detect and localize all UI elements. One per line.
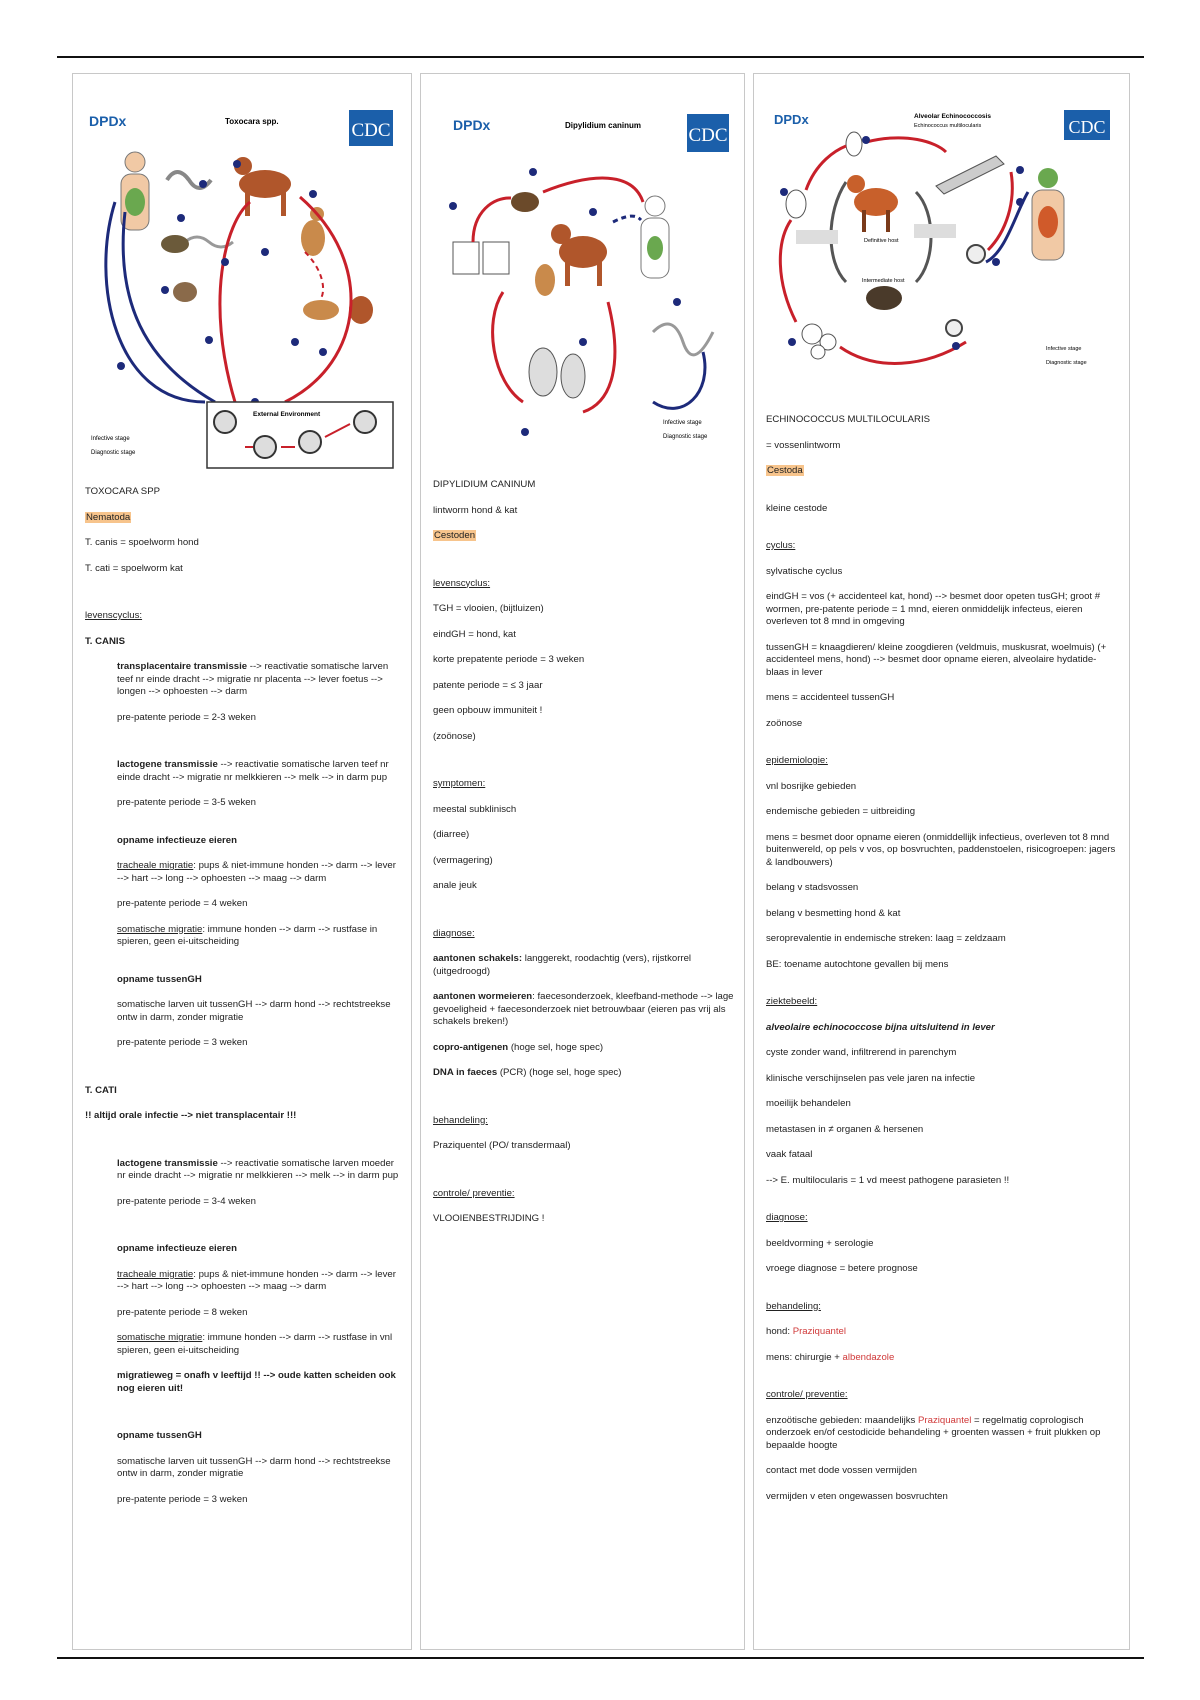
text-bold: copro-antigenen [433, 1041, 509, 1053]
text-line: hond: [766, 1326, 793, 1337]
tapeworm-icon [653, 324, 713, 355]
text-bold: !! altijd orale infectie --> niet transplacentair !!! [85, 1110, 297, 1121]
text-line: pre-patente periode = 3 weken [117, 1037, 248, 1048]
text-bold: opname tussenGH [117, 1430, 202, 1441]
legend-infective: Infective stage [1046, 346, 1082, 352]
human-host-icon [641, 196, 669, 278]
cyst-icon [802, 324, 836, 359]
human-host-icon [1032, 168, 1064, 260]
text-line: BE: toename autochtone gevallen bij mens [766, 958, 949, 970]
figure-title: Dipylidium caninum [565, 121, 642, 130]
proglottid-icon [561, 354, 585, 398]
puppy-icon [303, 300, 339, 320]
subheading: levenscyclus: [85, 610, 143, 621]
text-line: --> reactivatie somatische larven teef nr einde dracht --> migratie nr placenta --> lever foetus --> longen --> ophoesten --> darm [117, 661, 389, 697]
text-bold: opname infectieuze eieren [117, 1243, 237, 1254]
proglottid-icon [529, 348, 557, 396]
fox-icon [847, 175, 898, 232]
text-line: (PCR) (hoge sel, hoge spec) [497, 1067, 622, 1078]
text-line: sylvatische cyclus [766, 565, 843, 577]
cycle-arrow [220, 202, 250, 402]
dog-icon [551, 224, 607, 286]
text-line: moeilijk behandelen [766, 1098, 851, 1109]
cycle-arrow [583, 302, 615, 412]
subheading: levenscyclus: [433, 577, 491, 589]
text-bold: DNA in faeces [433, 1067, 498, 1078]
svg-text:CDC: CDC [1068, 117, 1106, 137]
dipylidium-text [433, 479, 734, 1239]
svg-text:CDC: CDC [351, 120, 391, 141]
cycle-arrow [543, 178, 643, 202]
text-bold: opname tussenGH [117, 973, 202, 985]
text-bold: migratieweg = onafh v leeftijd !! --> oude katten scheiden ook nog eieren uit! [117, 1370, 396, 1394]
svg-text:CDC: CDC [688, 125, 728, 146]
text-line: T. cati = spoelworm kat [85, 562, 183, 574]
text-line: pre-patente periode = 3-4 weken [117, 1195, 256, 1207]
text-line: pre-patente periode = 2-3 weken [117, 711, 256, 723]
stage-box [796, 230, 838, 244]
subheading: controle/ preventie: [433, 1187, 515, 1199]
column-toxocara [72, 73, 412, 1650]
text-line: (hoge sel, hoge spec) [508, 1041, 604, 1053]
text-underline: somatische migratie [117, 923, 203, 935]
cycle-arrow [305, 252, 323, 298]
text-line: vermijden v eten ongewassen bosvruchten [766, 1490, 948, 1502]
text-line: : faecesonderzoek, kleefband-methode --> lage gevoeligheid + faecesonderzoek niet betrouwbaar (eieren pas vrij als schakels breken!) [433, 991, 734, 1027]
text-underline: tracheale migratie [117, 1268, 194, 1280]
text-line: tussenGH = knaagdieren/ kleine zoogdieren (veldmuis, muskusrat, woelmuis) (+ accidenteel mens, hond) --> besmet door opname eieren, alveolaire hydatide-blaas in lever [766, 641, 1107, 678]
legend-diagnostic: Diagnostic stage [663, 434, 708, 440]
cycle-arrow [806, 146, 846, 190]
class-badge: Cestoden [434, 530, 476, 541]
top-rule [57, 56, 1144, 58]
text-line: korte prepatente periode = 3 weken [433, 654, 585, 665]
definitive-host-label: Definitive host [864, 238, 899, 244]
subheading: epidemiologie: [766, 755, 828, 766]
text-line: : pups & niet-immune honden --> darm --> lever --> hart --> long --> ophoesten --> maag --> darm [117, 860, 396, 884]
text-line: anale jeuk [433, 880, 477, 891]
external-environment-label: External Environment [253, 411, 321, 418]
drug-name: albendazole [842, 1351, 895, 1363]
text-line: mens: chirurgie + [766, 1351, 843, 1363]
text-line: metastasen in ≠ organen & hersenen [766, 1123, 924, 1135]
text-bold: lactogene transmissie [117, 1157, 218, 1169]
text-line: vroege diagnose = betere prognose [766, 1263, 918, 1274]
adult-worm-icon [936, 156, 1004, 194]
cycle-arrow [780, 220, 796, 322]
subheading: symptomen: [433, 778, 486, 789]
subheading: T. CANIS [85, 635, 125, 647]
text-line: (zoönose) [433, 730, 476, 742]
figure-subtitle: Echinococcus multilocularis [914, 123, 982, 129]
cycle-arrow [840, 342, 966, 363]
text-underline: tracheale migratie [117, 860, 194, 871]
subheading: behandeling: [766, 1300, 821, 1312]
echinococcus-text [766, 414, 1119, 1516]
text-line: meestal subklinisch [433, 803, 517, 815]
text-line: lintworm hond & kat [433, 504, 518, 516]
text-bold: lactogene transmissie [117, 759, 218, 770]
scolex-icon [846, 132, 862, 156]
dpdx-logo: DPDx [89, 113, 127, 129]
cat-icon [301, 207, 325, 256]
flea-icon [511, 192, 539, 212]
text-line: mens = besmet door opname eieren (onmiddellijk infectieus, overleven tot 8 mnd buitenwereld, op pels v vos, op bosvruchten, paddenstoelen, risicogroepen: jagers & landbouwers) [766, 831, 1116, 868]
text-line: T. canis = spoelworm hond [85, 537, 199, 548]
legend-infective: Infective stage [91, 436, 130, 442]
rodent-icon [866, 286, 902, 310]
text-line: --> reactivatie somatische larven moeder nr einde dracht --> migratie nr melkkieren --> melk --> in darm pup [117, 1157, 399, 1181]
dog-icon [234, 157, 291, 216]
text-line: geen opbouw immuniteit ! [433, 705, 543, 716]
protoscolex-icon [786, 190, 806, 218]
figure-title: Toxocara spp. [225, 117, 279, 126]
class-badge: Cestoda [767, 465, 803, 476]
text-line: pre-patente periode = 4 weken [117, 898, 248, 909]
drug-name: Praziquantel [918, 1414, 972, 1426]
subheading: T. CATI [85, 1084, 117, 1096]
text-line: pre-patente periode = 8 weken [117, 1306, 248, 1318]
text-line: (diarree) [433, 829, 470, 840]
cycle-arrow [493, 292, 523, 402]
bottom-rule [57, 1657, 1144, 1659]
cycle-arrow [613, 216, 641, 222]
text-line: = vossenlintworm [766, 439, 841, 451]
text-line: klinische verschijnselen pas vele jaren na infectie [766, 1072, 976, 1084]
text-line: : immune honden --> darm --> rustfase in spieren, geen ei-uitscheiding [117, 923, 378, 947]
section-heading: TOXOCARA SPP [85, 486, 160, 497]
echinococcus-lifecycle-figure [766, 102, 1116, 402]
rabbit-icon [173, 282, 197, 302]
text-bold: transplacentaire transmissie [117, 661, 248, 672]
class-badge: Nematoda [86, 511, 131, 523]
cat-icon [535, 264, 555, 296]
text-line: kleine cestode [766, 502, 828, 514]
egg-packet-icon [483, 242, 509, 274]
text-line: (vermagering) [433, 854, 493, 866]
subheading: ziektebeeld: [766, 996, 818, 1007]
figure-title: Alveolar Echinococcosis [914, 113, 991, 120]
duck-icon [161, 235, 189, 253]
subheading: behandeling: [433, 1114, 488, 1126]
legend-infective: Infective stage [663, 420, 702, 426]
text-line: patente periode = ≤ 3 jaar [433, 679, 543, 691]
text-bold: aantonen schakels: [433, 953, 523, 964]
egg-icon [967, 245, 985, 263]
text-line: vnl bosrijke gebieden [766, 780, 857, 792]
subheading: controle/ preventie: [766, 1389, 848, 1400]
text-line: --> reactivatie somatische larven teef nr einde dracht --> migratie nr melkkieren --> melk --> in darm pup [117, 759, 389, 783]
text-line: somatische larven uit tussenGH --> darm hond --> rechtstreekse ontw in darm, zonder migratie [117, 1455, 391, 1479]
text-line: belang v besmetting hond & kat [766, 907, 901, 919]
egg-packet-icon [453, 242, 479, 274]
cycle-arrow [473, 198, 511, 242]
subheading: diagnose: [766, 1212, 808, 1223]
cycle-arrow [653, 352, 705, 408]
text-line: : pups & niet-immune honden --> darm --> lever --> hart --> long --> ophoesten --> maag --> darm [117, 1268, 396, 1292]
text-line: mens = accidenteel tussenGH [766, 692, 895, 703]
text-line: Praziquentel (PO/ transdermaal) [433, 1140, 571, 1151]
text-bold: alveolaire echinococcose bijna uitsluitend in lever [766, 1021, 995, 1033]
text-line: belang v stadsvossen [766, 882, 859, 893]
intermediate-host-label: Intermediate host [862, 278, 905, 284]
text-line: langgerekt, roodachtig (vers), rijstkorrel (uitgedroogd) [433, 953, 692, 977]
section-heading: DIPYLIDIUM CANINUM [433, 479, 536, 490]
text-line: seroprevalentie in endemische streken: laag = zeldzaam [766, 933, 1006, 944]
text-line: TGH = vlooien, (bijtluizen) [433, 603, 544, 614]
dpdx-logo: DPDx [453, 117, 491, 133]
egg-icon [946, 320, 962, 336]
column-dipylidium [420, 73, 745, 1650]
text-line: contact met dode vossen vermijden [766, 1465, 917, 1476]
dipylidium-lifecycle-figure [433, 102, 733, 462]
text-line: vaak fataal [766, 1149, 813, 1160]
text-line: --> E. multilocularis = 1 vd meest pathogene parasieten !! [766, 1174, 1010, 1186]
text-bold: opname infectieuze eieren [117, 834, 237, 846]
text-line: pre-patente periode = 3-5 weken [117, 797, 256, 808]
cycle-arrow [106, 202, 205, 402]
text-line: eindGH = vos (+ accidenteel kat, hond) --> besmet door opeten tusGH; groot # wormen, pre-patente periode = 1 mnd, eieren onmiddelijk infecteus, eieren overleven tot 8 mnd in omgeving [766, 591, 1101, 627]
text-line: somatische larven uit tussenGH --> darm hond --> rechtstreekse ontw in darm, zonder migratie [117, 999, 391, 1023]
text-line: VLOOIENBESTRIJDING ! [433, 1213, 545, 1224]
cycle-arrow [866, 138, 946, 152]
drug-name: Praziquantel [792, 1326, 847, 1337]
text-line: : immune honden --> darm --> rustfase in vnl spieren, geen ei-uitscheiding [117, 1332, 393, 1356]
dpdx-logo: DPDx [774, 112, 809, 127]
text-line: endemische gebieden = uitbreiding [766, 806, 916, 817]
text-line: beeldvorming + serologie [766, 1237, 874, 1249]
text-line: zoönose [766, 717, 803, 729]
toxocara-lifecycle-figure [85, 102, 395, 492]
text-line: = regelmatig coprologisch onderzoek en/of cestodicide behandeling + groenten wassen + fruit plukken op bepaalde hoogte [766, 1414, 1101, 1451]
text-underline: somatische migratie [117, 1332, 203, 1343]
legend-diagnostic: Diagnostic stage [1046, 360, 1087, 366]
column-echinococcus [753, 73, 1130, 1650]
cycle-arrow [988, 172, 1012, 250]
toxocara-text [85, 486, 401, 1519]
text-line: cyste zonder wand, infiltrerend in parenchym [766, 1047, 957, 1058]
text-line: enzoötische gebieden: maandelijks [766, 1414, 919, 1426]
legend-diagnostic: Diagnostic stage [91, 450, 136, 456]
text-bold: aantonen wormeieren [433, 991, 533, 1002]
kitten-icon [349, 296, 373, 324]
section-heading: ECHINOCOCCUS MULTILOCULARIS [766, 414, 931, 425]
text-line: eindGH = hond, kat [433, 628, 516, 640]
subheading: cyclus: [766, 540, 796, 551]
subheading: diagnose: [433, 927, 475, 939]
text-line: pre-patente periode = 3 weken [117, 1493, 248, 1505]
stage-box [914, 224, 956, 238]
